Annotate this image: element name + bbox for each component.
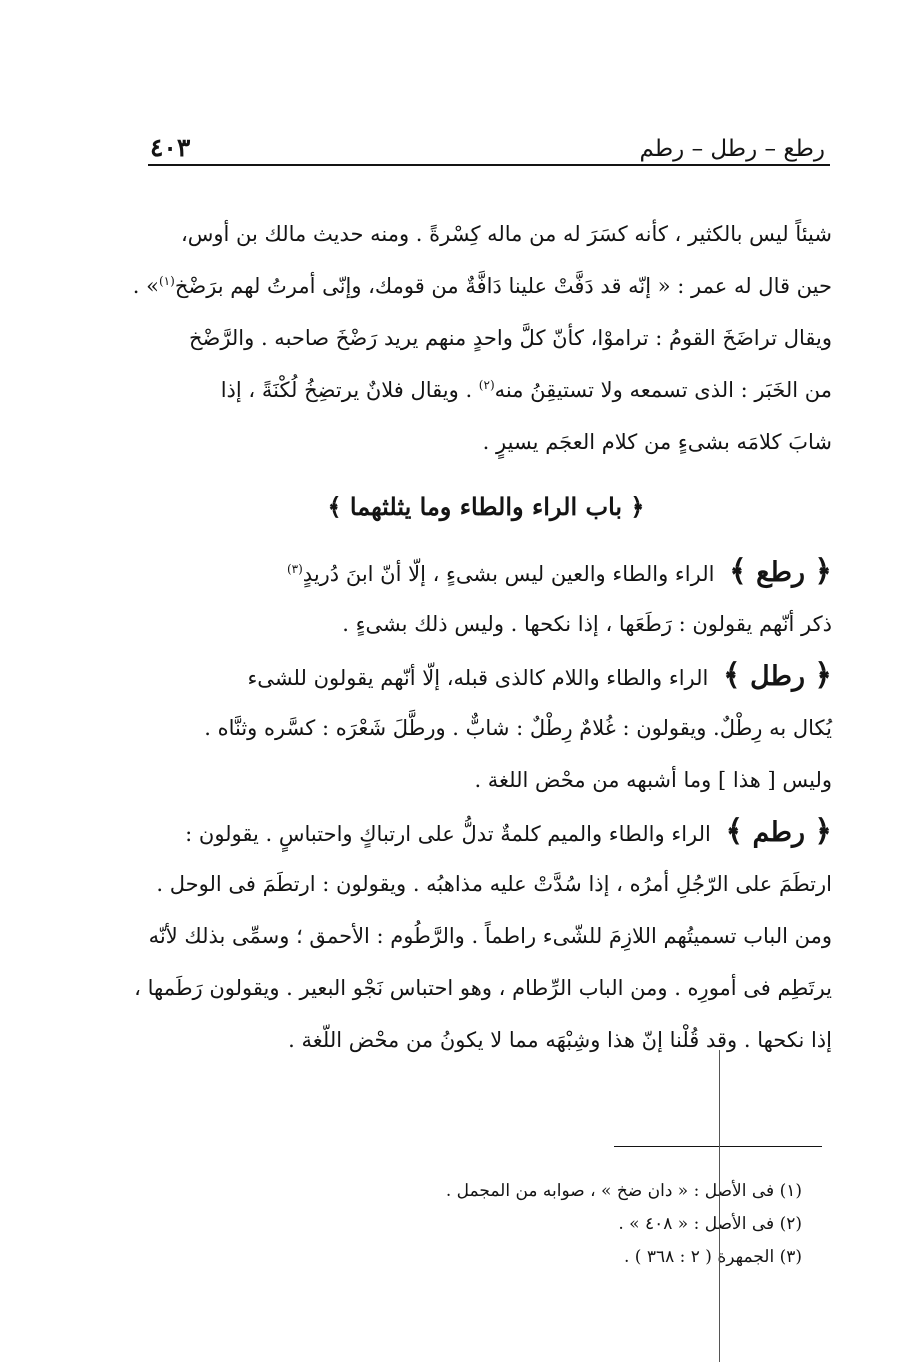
entry-line: يرتَطِم فى أمورِه . ومن الباب الرِّطام ، وهو احتباس نَجْو البعير . ويقولون رَطَمها ،: [134, 976, 832, 1000]
section-heading: ﴿ باب الراء والطاء وما يثلثهما ﴾: [327, 492, 645, 521]
footnote: (١) فى الأصل : « دان ضخ » ، صوابه من المجمل .: [445, 1181, 802, 1201]
text-line: شابَ كلامَه بشىءٍ من كلام العجَم يسيرٍ .: [482, 430, 832, 454]
entry-headword: ﴿ رطل ﴾: [723, 658, 832, 693]
footnote-ref: (٢): [478, 378, 495, 392]
entry-headword: ﴿ رطع ﴾: [729, 554, 832, 589]
footnote: (٣) الجمهرة ( ٢ : ٣٦٨ ) .: [623, 1247, 802, 1267]
text-line: شيئاً ليس بالكثير ، كأنه كسَرَ له من ماله كِسْرةً . ومنه حديث مالك بن أوس،: [180, 222, 832, 246]
entry-line: ﴿ رطل ﴾ الراء والطاء واللام كالذى قبله، إلّا أنّهم يقولون للشىء: [140, 650, 832, 702]
page-number: ٤٠٣: [150, 133, 191, 162]
text-line: من الخَبَر : الذى تسمعه ولا تستيقِنُ منه$^{(٢)}$ . ويقال فلانٌ يرتضِخُ لُكْنَةً ، إذا: [220, 378, 832, 402]
entry-line: ﴿ رطم ﴾ الراء والطاء والميم كلمةٌ تدلُّ على ارتباكٍ واحتباسٍ . يقولون :: [140, 806, 832, 858]
entry-headword: ﴿ رطم ﴾: [725, 814, 832, 849]
header-rule: [148, 164, 830, 166]
scan-gutter-line: [719, 1050, 720, 1362]
running-title: رطع – رطل – رطم: [639, 136, 825, 162]
entry-line: وليس [ هذا ] وما أشبهه من محْض اللغة .: [474, 768, 832, 792]
footnotes: [282, 1175, 802, 1274]
entry-line: إذا نكحها . وقد قُلْنا إنّ هذا وشِبْهَه مما لا يكونُ من محْض اللّغة .: [288, 1028, 832, 1052]
main-text: [132, 208, 832, 1066]
footnote-ref: (٣): [286, 562, 303, 576]
footnote-ref: (١): [158, 274, 175, 288]
entry-line: ﴿ رطع ﴾ الراء والطاء والعين ليس بشىءٍ ، إلّا أنّ ابنَ دُريدٍ$^{(٣)}$: [140, 546, 832, 598]
entry-line: يُكال به رِطْلٌ. ويقولون : غُلامٌ رِطْلٌ : شابٌّ . ورطَّلَ شَعْرَه : كسَّره وثنَّاه .: [204, 716, 832, 740]
entry-line: ذكر أنّهم يقولون : رَطَعَها ، إذا نكحها . وليس ذلك بشىءٍ .: [342, 612, 832, 636]
footnote-rule: [614, 1146, 822, 1147]
page-header: [150, 118, 825, 162]
text-line: حين قال له عمر : « إنّه قد دَفَّتْ علينا دَافَّةٌ من قومك، وإنّى أمرتُ لهم برَضْخ$^{(١)}$» .: [132, 274, 832, 298]
entry-line: ومن الباب تسميتُهم اللازِمَ للشّىء راطماً . والرَّطُوم : الأحمق ؛ وسمِّى بذلك لأنّه: [148, 924, 832, 948]
text-line: ويقال تراضَخَ القومُ : تراموْا، كأنّ كلَّ واحدٍ منهم يريد رَضْخَ صاحبه . والرَّضْخ: [188, 326, 832, 350]
footnote: (٢) فى الأصل : « ٤٠٨ » .: [618, 1214, 802, 1234]
entry-line: ارتطَمَ على الرّجُلِ أمرُه ، إذا سُدَّتْ عليه مذاهبُه . ويقولون : ارتطَمَ فى الوحل .: [156, 872, 832, 896]
